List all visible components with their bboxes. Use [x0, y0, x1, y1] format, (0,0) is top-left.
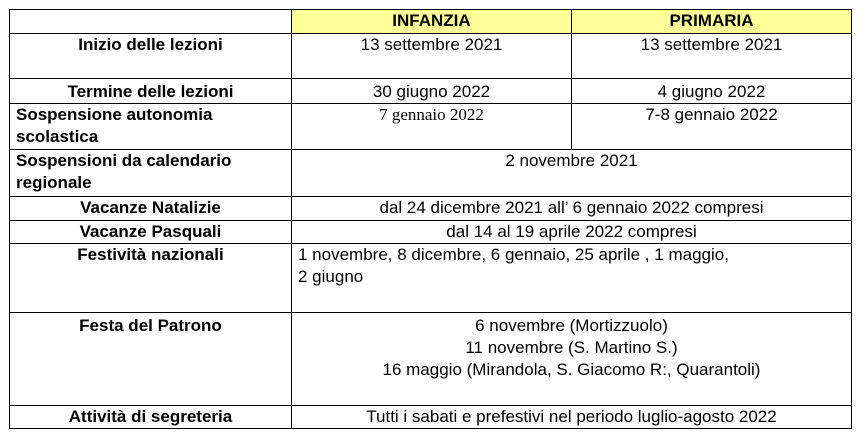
- row-label: [10, 150, 292, 197]
- festivita-line1: 1 novembre, 8 dicembre, 6 gennaio, 25 aprile , 1 maggio,: [298, 245, 729, 264]
- header-empty-cell: [10, 10, 292, 34]
- table-row-festivita: [10, 244, 852, 313]
- row-label-line2: regionale: [16, 173, 92, 192]
- row-label: Festa del Patrono: [10, 313, 292, 406]
- table-row-vacanze-natalizie: [10, 197, 852, 221]
- merged-value: [292, 313, 852, 406]
- row-label-line1: Sospensione autonomia: [16, 105, 213, 124]
- row-label: [10, 104, 292, 150]
- table-row-inizio: [10, 34, 852, 79]
- merged-value: dal 14 al 19 aprile 2022 compresi: [292, 221, 852, 244]
- row-label: Termine delle lezioni: [10, 79, 292, 104]
- infanzia-value: 30 giugno 2022: [292, 79, 572, 104]
- row-label-line2: scolastica: [16, 127, 99, 146]
- row-label-line1: Sospensioni da calendario: [16, 151, 232, 170]
- patrono-line3: 16 maggio (Mirandola, S. Giacomo R:, Quarantoli): [382, 360, 761, 379]
- row-label: Attività di segreteria: [10, 406, 292, 429]
- table-row-vacanze-pasquali: [10, 221, 852, 244]
- table-row-sospensione-autonomia: [10, 104, 852, 150]
- table-row-sospensioni-regionale: [10, 150, 852, 197]
- row-label: Inizio delle lezioni: [10, 34, 292, 79]
- row-label: Vacanze Natalizie: [10, 197, 292, 221]
- patrono-line2: 11 novembre (S. Martino S.): [465, 338, 678, 357]
- table-row-segreteria: [10, 406, 852, 429]
- infanzia-value: 7 gennaio 2022: [292, 104, 572, 150]
- header-row: [10, 10, 852, 34]
- patrono-line1: 6 novembre (Mortizzuolo): [475, 316, 668, 335]
- festivita-line2: 2 giugno: [298, 267, 364, 286]
- merged-value: Tutti i sabati e prefestivi nel periodo luglio-agosto 2022: [292, 406, 852, 429]
- primaria-value: 7-8 gennaio 2022: [572, 104, 852, 150]
- merged-value: dal 24 dicembre 2021 all’ 6 gennaio 2022 compresi: [292, 197, 852, 221]
- infanzia-value: 13 settembre 2021: [292, 34, 572, 79]
- primaria-value: 13 settembre 2021: [572, 34, 852, 79]
- merged-value: [292, 244, 852, 313]
- school-calendar-table: [9, 9, 852, 429]
- header-primaria: PRIMARIA: [572, 10, 852, 34]
- table-row-termine: [10, 79, 852, 104]
- merged-value: 2 novembre 2021: [292, 150, 852, 197]
- row-label: Vacanze Pasquali: [10, 221, 292, 244]
- primaria-value: 4 giugno 2022: [572, 79, 852, 104]
- table-row-patrono: [10, 313, 852, 406]
- row-label: Festività nazionali: [10, 244, 292, 313]
- header-infanzia: INFANZIA: [292, 10, 572, 34]
